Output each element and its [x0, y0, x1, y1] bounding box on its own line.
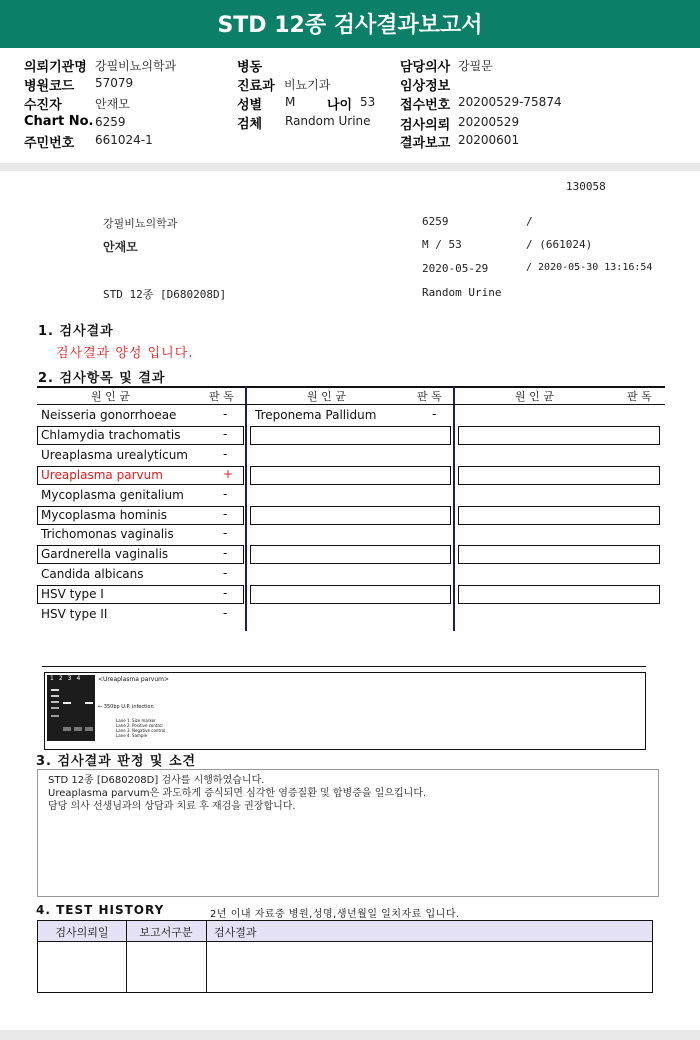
footer-band: [0, 1030, 700, 1040]
organism-result: -: [223, 446, 228, 461]
empty-result-cell: [458, 545, 660, 564]
info-test: STD 12종 [D680208D]: [103, 288, 227, 301]
label-department: 진료과: [237, 79, 275, 94]
positive-result-text: 검사결과 양성 입니다.: [56, 346, 194, 361]
info-date-reported: / 2020-05-30 13:16:54: [526, 262, 653, 273]
label-sex: 성별: [237, 98, 263, 113]
value-request-date: 20200529: [458, 115, 520, 129]
organism-result: -: [223, 586, 228, 601]
report-header: [0, 48, 700, 164]
history-col-request-date: 검사의뢰일: [55, 926, 109, 939]
value-specimen: Random Urine: [285, 114, 371, 128]
empty-result-cell: [458, 506, 660, 525]
organism-name: HSV type I: [41, 587, 104, 602]
organism-name: Trichomonas vaginalis: [41, 527, 174, 542]
organism-name: HSV type II: [41, 607, 108, 621]
value-receipt-no: 20200529-75874: [458, 95, 562, 109]
organism-result: -: [223, 426, 228, 441]
organism-result: -: [223, 486, 228, 501]
divider-band: [0, 163, 700, 171]
opinion-box: [37, 769, 659, 897]
opinion-line: Ureaplasma parvum은 과도하게 증식되면 심각한 염증질환 및 합병증을 일으킵니다.: [48, 788, 427, 799]
result-treponema: -: [432, 407, 437, 421]
organism-name: Mycoplasma genitalium: [41, 487, 184, 502]
label-patient: 수진자: [24, 98, 62, 113]
empty-result-cell: [250, 585, 451, 604]
organism-name: Neisseria gonorrhoeae: [41, 408, 177, 422]
section4-title: 4. TEST HISTORY: [36, 903, 165, 917]
value-sex: M: [285, 95, 296, 109]
value-resident-no: 661024-1: [95, 133, 153, 147]
info-birth: / (661024): [526, 238, 593, 251]
label-institution: 의뢰기관명: [24, 60, 87, 75]
organism-name: Ureaplasma parvum: [41, 467, 163, 482]
gel-title: <Ureaplasma parvum>: [98, 676, 170, 683]
col-head-result-3: 판 독: [627, 390, 652, 403]
value-age: 53: [360, 95, 376, 109]
value-chart-no: 6259: [95, 115, 126, 129]
opinion-line: 담당 의사 선생님과의 상담과 치료 후 재검을 권장합니다.: [48, 801, 296, 812]
organism-name: Candida albicans: [41, 567, 144, 582]
label-specimen: 검체: [237, 117, 263, 132]
empty-result-cell: [250, 466, 451, 485]
organism-name: Mycoplasma hominis: [41, 507, 167, 522]
value-patient: 안재모: [95, 97, 130, 111]
info-sex-age: M / 53: [422, 238, 462, 251]
label-clinical-info: 임상정보: [400, 79, 451, 94]
label-receipt-no: 접수번호: [400, 98, 451, 113]
organism-result: -: [223, 566, 228, 581]
history-col-report-type: 보고서구분: [139, 926, 193, 939]
gel-legend: Lane 1. Size marker Lane 2. Positive control Lane 3. Negative control Lane 4. Sample: [116, 718, 166, 738]
organism-result: +: [223, 466, 234, 481]
col-head-organism-2: 원 인 균: [307, 390, 346, 403]
organism-result: -: [223, 506, 228, 521]
history-note: 2년 이내 자료중 병원,성명,생년월일 일치자료 입니다.: [210, 909, 460, 920]
opinion-line: STD 12종 [D680208D] 검사를 시행하였습니다.: [48, 775, 265, 786]
organism-name: Gardnerella vaginalis: [41, 547, 169, 562]
organism-result: -: [223, 606, 228, 620]
organism-result: -: [223, 407, 228, 421]
info-date-received: 2020-05-29: [422, 262, 489, 275]
info-specimen: Random Urine: [422, 286, 502, 299]
label-doctor: 담당의사: [400, 60, 451, 75]
history-table: [37, 920, 653, 993]
column-divider: [453, 386, 455, 631]
col-head-organism-1: 원 인 균: [91, 390, 130, 403]
info-clinic: 강필비뇨의학과: [103, 217, 178, 230]
section2-title: 2. 검사항목 및 결과: [38, 371, 166, 386]
organism-result: -: [223, 526, 228, 541]
info-chart: 6259: [422, 215, 449, 228]
empty-result-cell: [458, 585, 660, 604]
organism-treponema: Treponema Pallidum: [255, 408, 377, 422]
column-divider: [245, 386, 247, 631]
info-slash: /: [526, 215, 533, 228]
value-report-date: 20200601: [458, 133, 520, 147]
empty-result-cell: [250, 426, 451, 445]
col-head-result-1: 판 독: [209, 390, 234, 403]
label-chart-no: Chart No.: [24, 114, 94, 129]
gel-photo: [47, 675, 95, 741]
empty-result-cell: [250, 545, 451, 564]
label-resident-no: 주민번호: [24, 136, 75, 151]
value-hospital-code: 57079: [95, 76, 134, 90]
value-doctor: 강필문: [458, 59, 493, 73]
label-age: 나이: [327, 98, 353, 113]
label-request-date: 검사의뢰: [400, 118, 451, 133]
value-institution: 강필비뇨의학과: [95, 59, 177, 73]
gel-lane-numbers: 1234: [50, 675, 86, 682]
gel-band-label: ← 350bp U.P. infection: [98, 704, 154, 710]
empty-result-cell: [250, 506, 451, 525]
col-head-result-2: 판 독: [417, 390, 442, 403]
label-ward: 병동: [237, 60, 263, 75]
organism-result: -: [223, 546, 228, 561]
report-title: STD 12종 검사결과보고서: [0, 0, 700, 48]
col-head-organism-3: 원 인 균: [515, 390, 554, 403]
value-department: 비뇨기과: [284, 78, 331, 92]
report-code: 130058: [566, 180, 606, 193]
history-col-result: 검사결과: [214, 926, 257, 939]
section3-title: 3. 검사결과 판정 및 소견: [36, 754, 197, 769]
label-hospital-code: 병원코드: [24, 79, 75, 94]
section1-title: 1. 검사결과: [38, 324, 114, 339]
label-report-date: 결과보고: [400, 136, 451, 151]
organism-name: Chlamydia trachomatis: [41, 427, 181, 442]
organism-name: Ureaplasma urealyticum: [41, 447, 188, 462]
results-table: [37, 386, 665, 631]
info-patient: 안재모: [103, 240, 138, 254]
empty-result-cell: [458, 466, 660, 485]
gel-image-area: [42, 666, 646, 750]
empty-result-cell: [458, 426, 660, 445]
